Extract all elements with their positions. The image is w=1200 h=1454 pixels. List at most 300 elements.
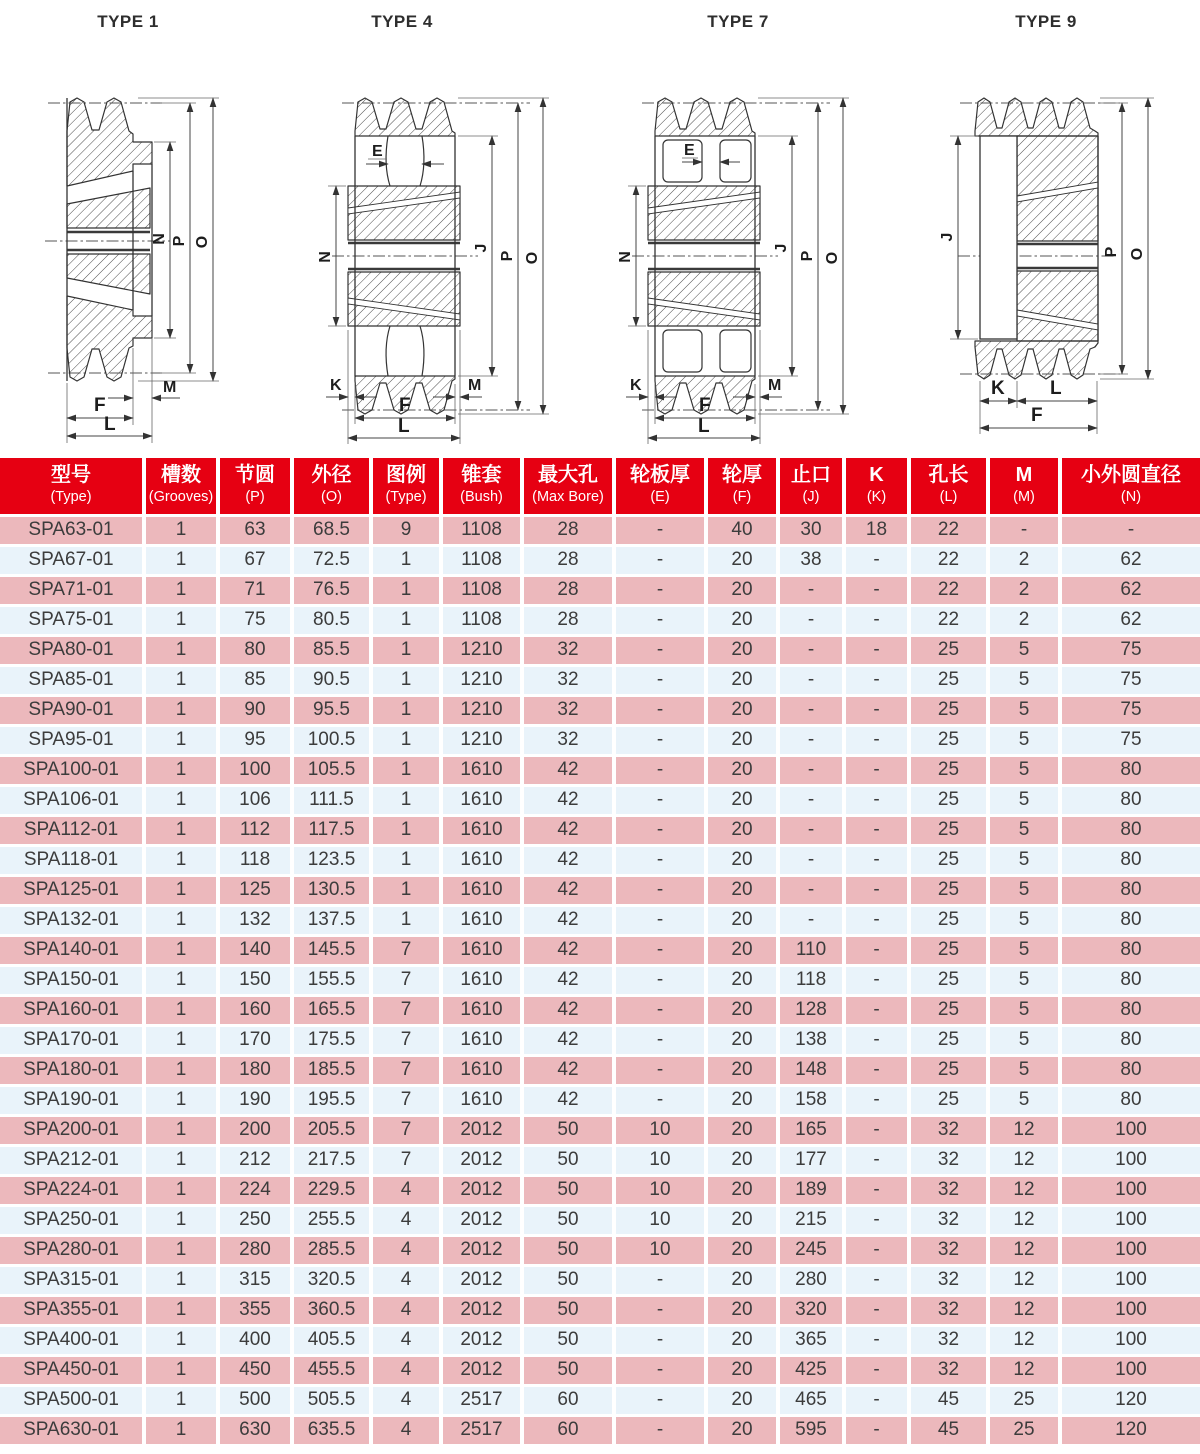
table-cell: 1 (146, 1297, 216, 1324)
table-cell: 20 (708, 1027, 776, 1054)
table-cell: - (846, 1207, 907, 1234)
table-cell: 2012 (443, 1267, 520, 1294)
table-cell: 28 (524, 607, 612, 634)
dim-label-L: L (698, 416, 710, 437)
table-cell: 25 (911, 847, 986, 874)
table-cell: 111.5 (294, 787, 369, 814)
table-cell: 155.5 (294, 967, 369, 994)
table-cell: 12 (990, 1267, 1058, 1294)
table-cell: 18 (846, 517, 907, 544)
table-cell: - (780, 637, 842, 664)
table-cell: 5 (990, 1057, 1058, 1084)
table-cell: 2 (990, 547, 1058, 574)
table-cell: - (616, 1267, 704, 1294)
table-cell: 100 (1062, 1297, 1200, 1324)
table-cell: 132 (220, 907, 290, 934)
table-cell: 7 (373, 1147, 439, 1174)
table-cell: 80 (1062, 1087, 1200, 1114)
table-cell: 80 (1062, 937, 1200, 964)
table-cell: - (780, 787, 842, 814)
column-header: 型号 (Type) (0, 458, 142, 514)
table-cell: - (780, 847, 842, 874)
table-cell: 1610 (443, 937, 520, 964)
table-cell: 67 (220, 547, 290, 574)
table-cell: 1610 (443, 907, 520, 934)
table-cell: 50 (524, 1177, 612, 1204)
table-cell: 25 (911, 697, 986, 724)
table-cell: - (616, 1357, 704, 1384)
table-row (0, 937, 1200, 964)
table-cell: 25 (911, 937, 986, 964)
dim-label-J: J (473, 243, 490, 253)
type-7-drawing (600, 36, 900, 451)
table-cell: 2 (990, 577, 1058, 604)
column-header: 小外圆直径 (N) (1062, 458, 1200, 514)
table-cell: 1210 (443, 697, 520, 724)
table-cell: 30 (780, 517, 842, 544)
column-header: 锥套 (Bush) (443, 458, 520, 514)
dim-label-M: M (468, 377, 482, 394)
table-row (0, 1297, 1200, 1324)
table-cell: 320 (780, 1297, 842, 1324)
table-cell: 71 (220, 577, 290, 604)
table-cell: 32 (911, 1327, 986, 1354)
table-row (0, 517, 1200, 544)
table-cell: 1 (373, 547, 439, 574)
table-cell: 1108 (443, 607, 520, 634)
table-cell: 50 (524, 1357, 612, 1384)
table-cell: 1 (373, 877, 439, 904)
pulley-cross-section (67, 98, 152, 381)
table-cell: 1 (373, 607, 439, 634)
table-cell: 189 (780, 1177, 842, 1204)
table-cell: 38 (780, 547, 842, 574)
table-cell: 62 (1062, 577, 1200, 604)
table-cell: 60 (524, 1387, 612, 1414)
table-cell: SPA355-01 (0, 1297, 142, 1324)
table-cell: 42 (524, 757, 612, 784)
table-cell: - (616, 817, 704, 844)
table-cell: 177 (780, 1147, 842, 1174)
table-cell: 140 (220, 937, 290, 964)
table-cell: 20 (708, 1417, 776, 1444)
table-cell: - (616, 757, 704, 784)
table-cell: 10 (616, 1177, 704, 1204)
column-header: 图例 (Type) (373, 458, 439, 514)
dim-label-E: E (684, 142, 695, 159)
table-cell: 42 (524, 877, 612, 904)
dim-label-O: O (824, 251, 841, 265)
table-cell: 85 (220, 667, 290, 694)
table-row (0, 1117, 1200, 1144)
panel-type-9 (900, 0, 1200, 458)
table-cell: 1 (373, 637, 439, 664)
table-cell: SPA112-01 (0, 817, 142, 844)
table-cell: 90.5 (294, 667, 369, 694)
table-cell: 12 (990, 1147, 1058, 1174)
table-cell: 20 (708, 1357, 776, 1384)
table-row (0, 817, 1200, 844)
table-cell: 25 (911, 787, 986, 814)
table-cell: 137.5 (294, 907, 369, 934)
table-cell: 112 (220, 817, 290, 844)
table-cell: 20 (708, 787, 776, 814)
table-cell: 1 (373, 787, 439, 814)
table-cell: 25 (911, 727, 986, 754)
table-cell: 5 (990, 877, 1058, 904)
table-cell: 50 (524, 1327, 612, 1354)
table-cell: 42 (524, 1087, 612, 1114)
table-cell: 90 (220, 697, 290, 724)
table-cell: 315 (220, 1267, 290, 1294)
table-cell: 80 (1062, 817, 1200, 844)
table-cell: SPA212-01 (0, 1147, 142, 1174)
table-cell: 450 (220, 1357, 290, 1384)
table-cell: 4 (373, 1237, 439, 1264)
table-cell: SPA140-01 (0, 937, 142, 964)
table-cell: 32 (911, 1207, 986, 1234)
table-cell: SPA100-01 (0, 757, 142, 784)
table-cell: 12 (990, 1297, 1058, 1324)
table-row (0, 1357, 1200, 1384)
table-header-row (0, 458, 1200, 514)
table-cell: - (780, 877, 842, 904)
table-cell: - (846, 547, 907, 574)
table-cell: 128 (780, 997, 842, 1024)
table-cell: 1 (146, 667, 216, 694)
table-cell: 200 (220, 1117, 290, 1144)
table-cell: SPA67-01 (0, 547, 142, 574)
table-cell: 4 (373, 1357, 439, 1384)
table-cell: 32 (911, 1297, 986, 1324)
table-cell: 60 (524, 1417, 612, 1444)
table-cell: 1 (373, 847, 439, 874)
table-cell: 42 (524, 787, 612, 814)
table-cell: - (846, 1237, 907, 1264)
table-cell: 50 (524, 1297, 612, 1324)
table-cell: 1210 (443, 637, 520, 664)
table-cell: 1 (146, 1357, 216, 1384)
dim-label-P: P (799, 250, 816, 262)
table-cell: 1 (146, 1267, 216, 1294)
diagram-title: TYPE 1 (97, 12, 159, 31)
table-row (0, 877, 1200, 904)
table-cell: 1610 (443, 997, 520, 1024)
table-cell: 400 (220, 1327, 290, 1354)
dim-label-L: L (104, 414, 116, 435)
table-cell: SPA280-01 (0, 1237, 142, 1264)
table-cell: - (846, 1057, 907, 1084)
table-cell: 20 (708, 1207, 776, 1234)
table-cell: 1 (146, 847, 216, 874)
table-cell: 80 (1062, 877, 1200, 904)
table-cell: 4 (373, 1297, 439, 1324)
table-cell: SPA90-01 (0, 697, 142, 724)
table-cell: 80 (1062, 997, 1200, 1024)
table-cell: 25 (911, 1087, 986, 1114)
table-cell: 68.5 (294, 517, 369, 544)
table-cell: 1 (146, 697, 216, 724)
dim-label-P: P (499, 250, 516, 262)
table-cell: 405.5 (294, 1327, 369, 1354)
table-cell: - (846, 607, 907, 634)
table-cell: - (616, 1417, 704, 1444)
table-cell: 100 (1062, 1267, 1200, 1294)
dim-label-O: O (1129, 247, 1146, 261)
table-cell: 7 (373, 967, 439, 994)
table-cell: 32 (524, 637, 612, 664)
table-row (0, 1147, 1200, 1174)
table-cell: 100 (1062, 1177, 1200, 1204)
table-cell: - (780, 907, 842, 934)
table-cell: SPA132-01 (0, 907, 142, 934)
table-cell: 9 (373, 517, 439, 544)
table-cell: 40 (708, 517, 776, 544)
table-cell: 25 (911, 667, 986, 694)
table-cell: 1108 (443, 517, 520, 544)
table-cell: 1 (146, 967, 216, 994)
table-cell: 20 (708, 907, 776, 934)
table-cell: 1 (146, 907, 216, 934)
table-cell: 2517 (443, 1417, 520, 1444)
table-cell: 1 (146, 937, 216, 964)
table-cell: 10 (616, 1147, 704, 1174)
table-cell: 1108 (443, 577, 520, 604)
column-header: M (M) (990, 458, 1058, 514)
table-cell: - (616, 1027, 704, 1054)
table-cell: 1 (373, 727, 439, 754)
table-cell: 2012 (443, 1147, 520, 1174)
table-cell: SPA63-01 (0, 517, 142, 544)
spec-table-section (0, 458, 1200, 1454)
table-cell: 1 (146, 997, 216, 1024)
table-cell: 4 (373, 1207, 439, 1234)
table-cell: 1 (146, 577, 216, 604)
table-cell: 25 (911, 1057, 986, 1084)
table-cell: 25 (911, 817, 986, 844)
table-cell: 20 (708, 577, 776, 604)
table-cell: 100 (1062, 1357, 1200, 1384)
table-cell: SPA190-01 (0, 1087, 142, 1114)
table-cell: 205.5 (294, 1117, 369, 1144)
table-cell: SPA106-01 (0, 787, 142, 814)
table-cell: 5 (990, 997, 1058, 1024)
table-cell: - (616, 517, 704, 544)
dim-label-J: J (939, 232, 956, 242)
table-cell: 1610 (443, 877, 520, 904)
table-cell: 130.5 (294, 877, 369, 904)
table-cell: 4 (373, 1417, 439, 1444)
table-cell: 12 (990, 1117, 1058, 1144)
table-cell: SPA85-01 (0, 667, 142, 694)
table-cell: 117.5 (294, 817, 369, 844)
table-cell: 28 (524, 547, 612, 574)
dim-label-J: J (773, 243, 790, 253)
dim-label-O: O (194, 235, 211, 249)
table-cell: 1210 (443, 667, 520, 694)
table-cell: 5 (990, 727, 1058, 754)
column-header: 止口 (J) (780, 458, 842, 514)
table-cell: 50 (524, 1147, 612, 1174)
table-cell: 62 (1062, 607, 1200, 634)
table-cell: 20 (708, 847, 776, 874)
table-cell: 5 (990, 937, 1058, 964)
table-row (0, 697, 1200, 724)
table-cell: 123.5 (294, 847, 369, 874)
table-cell: 10 (616, 1117, 704, 1144)
table-cell: - (616, 787, 704, 814)
table-cell: 2012 (443, 1297, 520, 1324)
table-cell: 20 (708, 757, 776, 784)
table-cell: SPA500-01 (0, 1387, 142, 1414)
spec-table (0, 458, 1200, 1447)
table-cell: 20 (708, 967, 776, 994)
table-cell: 20 (708, 697, 776, 724)
table-cell: 72.5 (294, 547, 369, 574)
table-row (0, 1027, 1200, 1054)
table-cell: 100 (1062, 1207, 1200, 1234)
table-cell: 5 (990, 697, 1058, 724)
table-cell: SPA400-01 (0, 1327, 142, 1354)
table-cell: - (780, 817, 842, 844)
table-cell: 5 (990, 1087, 1058, 1114)
table-cell: 1 (146, 547, 216, 574)
table-cell: 32 (911, 1357, 986, 1384)
table-cell: 50 (524, 1207, 612, 1234)
table-cell: 20 (708, 817, 776, 844)
dim-label-F: F (94, 395, 106, 416)
table-cell: 195.5 (294, 1087, 369, 1114)
table-cell: 20 (708, 667, 776, 694)
table-cell: - (616, 1087, 704, 1114)
table-cell: SPA224-01 (0, 1177, 142, 1204)
table-cell: 4 (373, 1387, 439, 1414)
table-cell: 165.5 (294, 997, 369, 1024)
table-cell: 320.5 (294, 1267, 369, 1294)
table-cell: 32 (524, 727, 612, 754)
table-cell: 20 (708, 1177, 776, 1204)
table-cell: 12 (990, 1237, 1058, 1264)
table-cell: 50 (524, 1267, 612, 1294)
table-cell: 1 (146, 637, 216, 664)
table-cell: SPA170-01 (0, 1027, 142, 1054)
table-cell: - (846, 877, 907, 904)
table-cell: 12 (990, 1327, 1058, 1354)
table-cell: 1 (146, 1237, 216, 1264)
table-cell: 5 (990, 787, 1058, 814)
table-cell: - (616, 637, 704, 664)
table-cell: 42 (524, 817, 612, 844)
table-cell: 75 (1062, 727, 1200, 754)
table-cell: 4 (373, 1327, 439, 1354)
table-cell: - (846, 907, 907, 934)
table-cell: 75 (1062, 637, 1200, 664)
table-cell: 2012 (443, 1237, 520, 1264)
table-cell: 20 (708, 1237, 776, 1264)
table-cell: SPA71-01 (0, 577, 142, 604)
table-cell: - (1062, 517, 1200, 544)
table-cell: 5 (990, 757, 1058, 784)
table-cell: SPA75-01 (0, 607, 142, 634)
table-row (0, 1087, 1200, 1114)
table-cell: 2012 (443, 1177, 520, 1204)
table-cell: - (846, 667, 907, 694)
dim-label-P: P (1103, 246, 1120, 258)
table-cell: 1 (373, 667, 439, 694)
table-cell: 20 (708, 937, 776, 964)
table-cell: - (616, 997, 704, 1024)
table-row (0, 637, 1200, 664)
table-cell: 20 (708, 1327, 776, 1354)
dim-label-L: L (398, 416, 410, 437)
table-cell: SPA80-01 (0, 637, 142, 664)
panel-type-4 (300, 0, 600, 458)
table-cell: 45 (911, 1387, 986, 1414)
table-cell: 80.5 (294, 607, 369, 634)
table-row (0, 787, 1200, 814)
table-cell: SPA250-01 (0, 1207, 142, 1234)
table-cell: 10 (616, 1207, 704, 1234)
table-cell: 22 (911, 547, 986, 574)
pulley-type-drawings (0, 0, 1200, 458)
table-row (0, 1057, 1200, 1084)
table-cell: 595 (780, 1417, 842, 1444)
table-cell: 42 (524, 1027, 612, 1054)
table-cell: 75 (1062, 697, 1200, 724)
table-cell: 100 (1062, 1237, 1200, 1264)
table-cell: 50 (524, 1117, 612, 1144)
table-cell: 212 (220, 1147, 290, 1174)
table-cell: - (846, 1267, 907, 1294)
table-cell: 425 (780, 1357, 842, 1384)
table-cell: 1 (146, 1117, 216, 1144)
table-cell: 5 (990, 967, 1058, 994)
table-cell: 160 (220, 997, 290, 1024)
table-cell: 280 (220, 1237, 290, 1264)
table-cell: - (616, 607, 704, 634)
table-cell: 1210 (443, 727, 520, 754)
table-cell: 215 (780, 1207, 842, 1234)
table-cell: - (780, 727, 842, 754)
table-cell: - (846, 1117, 907, 1144)
pulley-cross-section (975, 98, 1098, 379)
table-cell: 7 (373, 997, 439, 1024)
table-cell: 190 (220, 1087, 290, 1114)
table-cell: 4 (373, 1267, 439, 1294)
table-cell: 22 (911, 607, 986, 634)
table-cell: 1 (146, 1147, 216, 1174)
table-cell: 7 (373, 1057, 439, 1084)
table-cell: 100 (1062, 1117, 1200, 1144)
table-cell: - (846, 697, 907, 724)
table-cell: 217.5 (294, 1147, 369, 1174)
table-cell: - (616, 1297, 704, 1324)
table-cell: 2 (990, 607, 1058, 634)
table-cell: 5 (990, 847, 1058, 874)
table-cell: - (616, 727, 704, 754)
table-cell: - (616, 697, 704, 724)
dim-label-N: N (317, 251, 334, 263)
table-row (0, 847, 1200, 874)
table-cell: 10 (616, 1237, 704, 1264)
dim-label-K: K (630, 377, 642, 394)
table-cell: 75 (220, 607, 290, 634)
dim-label-E: E (372, 143, 383, 160)
table-cell: 20 (708, 1057, 776, 1084)
table-cell: 42 (524, 847, 612, 874)
table-cell: SPA630-01 (0, 1417, 142, 1444)
table-cell: 148 (780, 1057, 842, 1084)
